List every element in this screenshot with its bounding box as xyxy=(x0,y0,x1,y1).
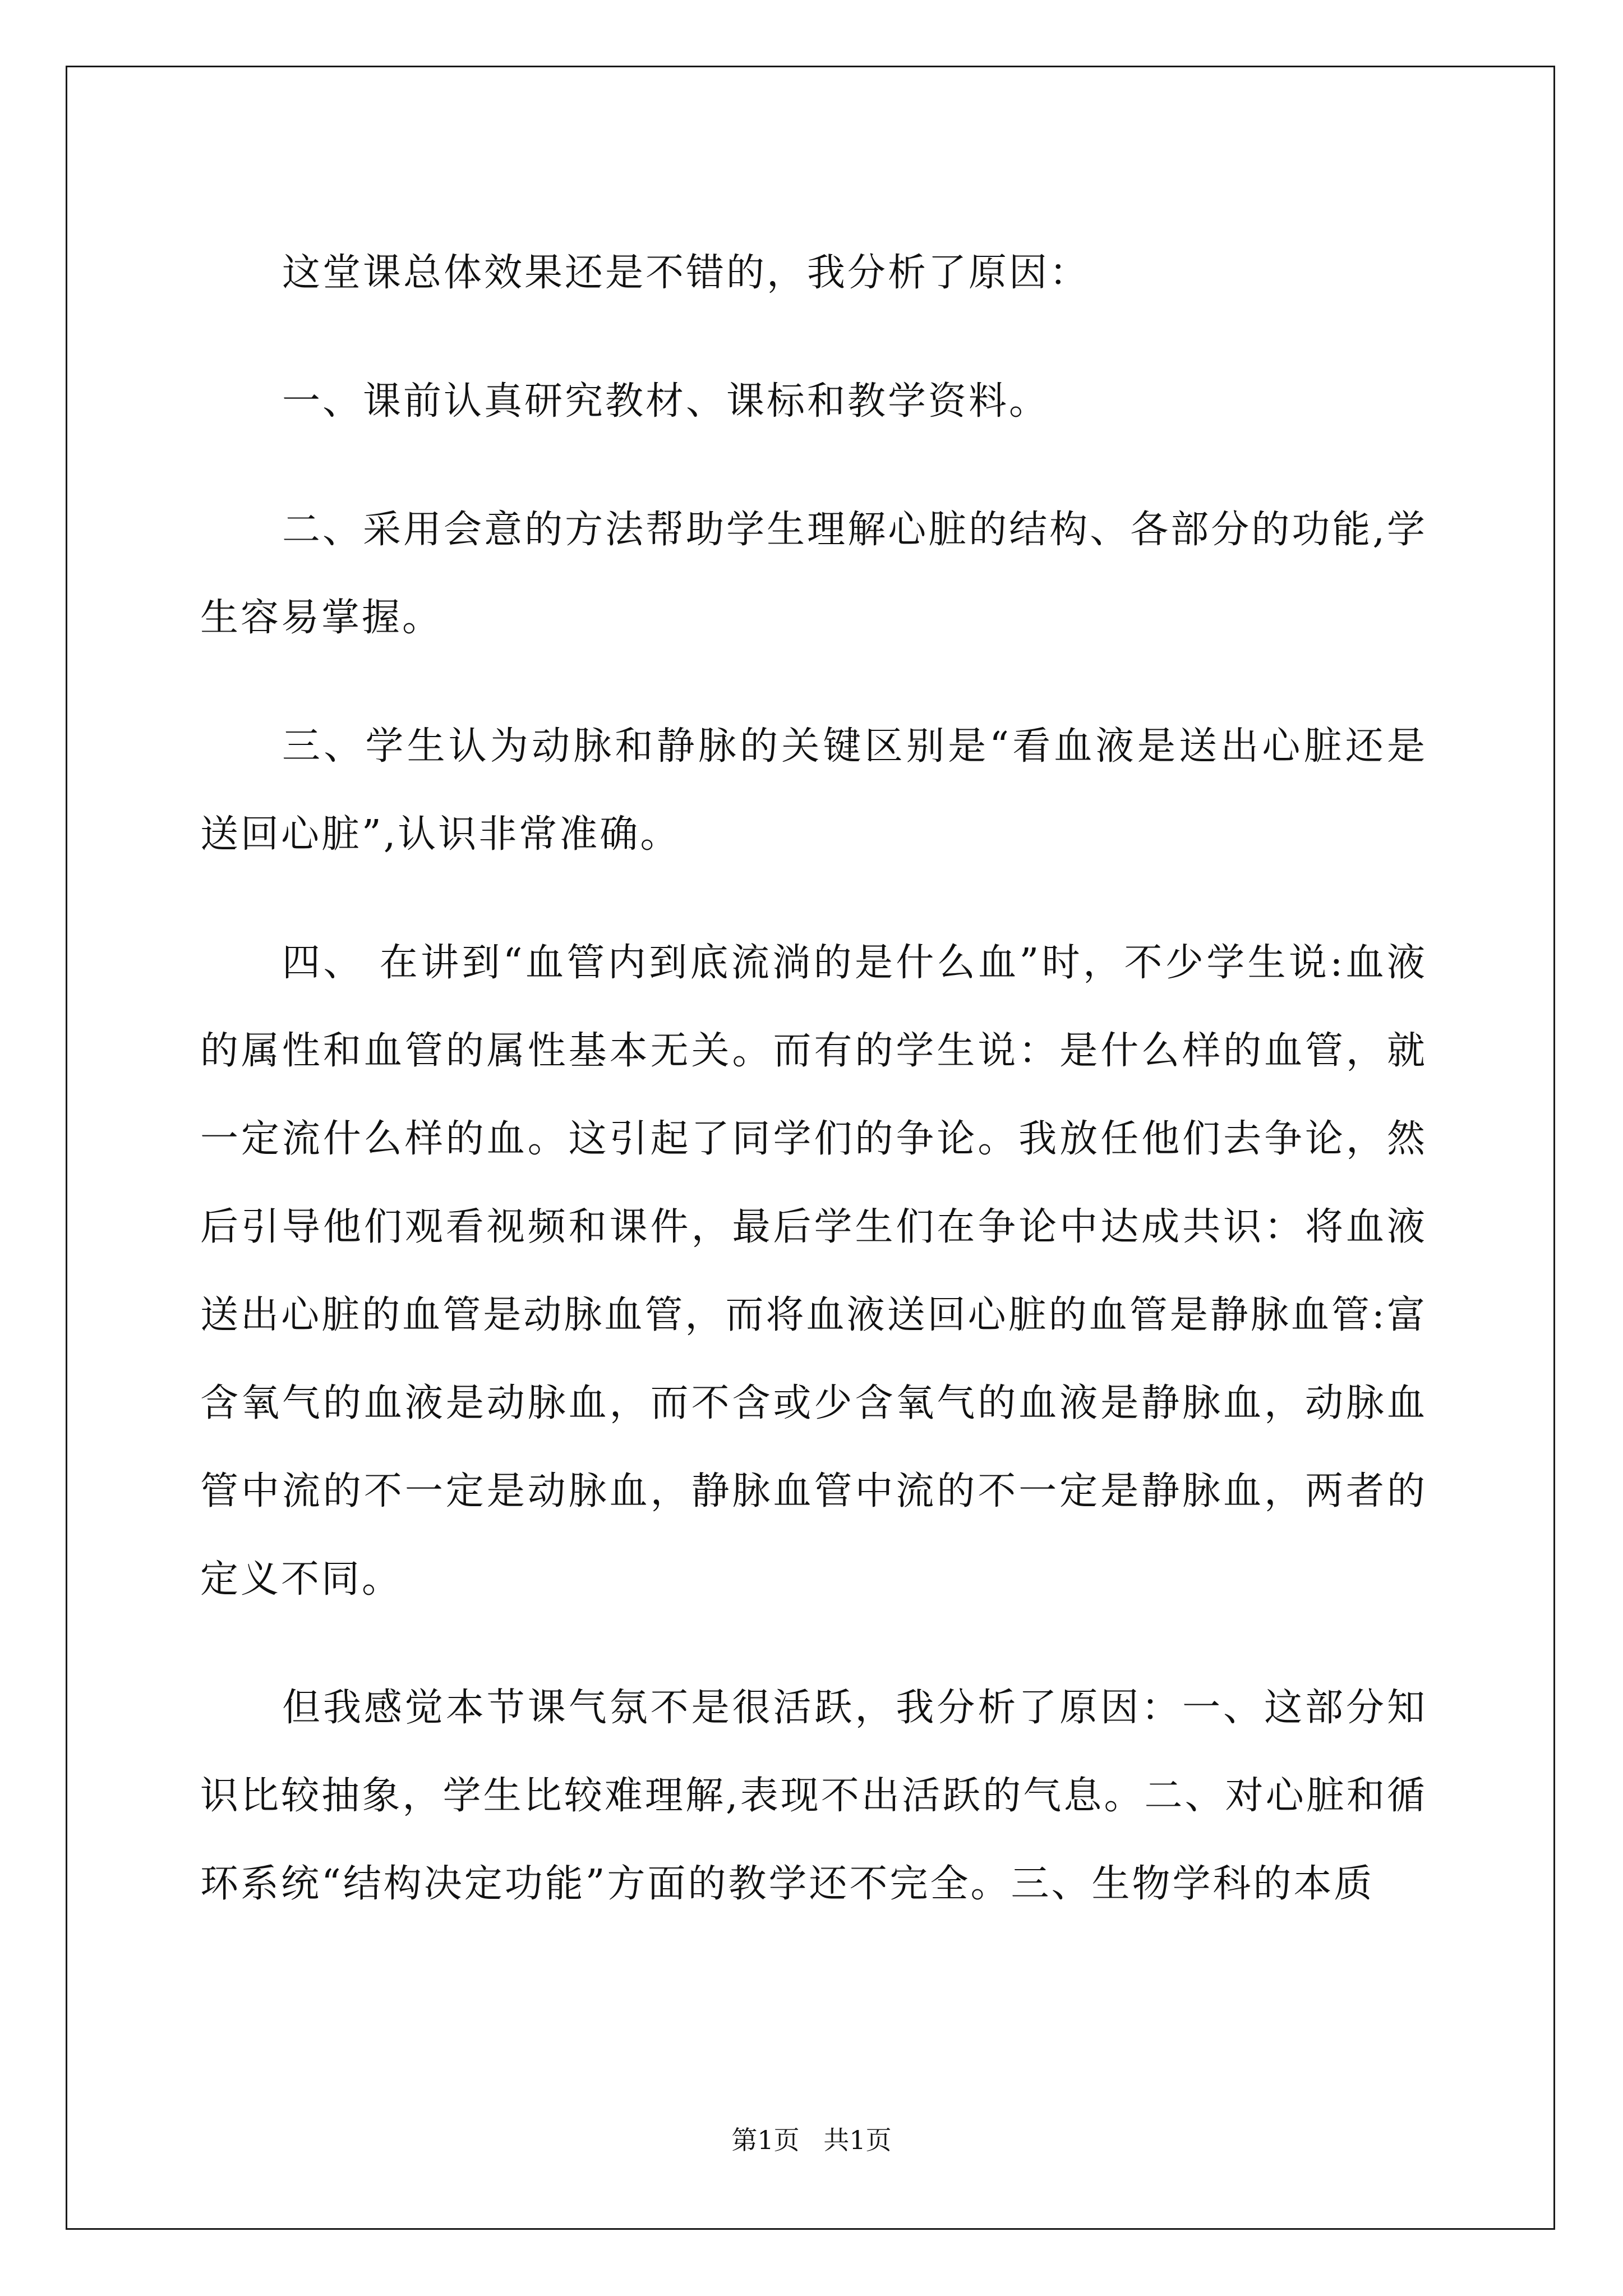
page-total: 共1页 xyxy=(823,2125,892,2155)
document-body xyxy=(200,229,1427,1968)
paragraph-reason-1: 一、课前认真研究教材、课标和教学资料。 xyxy=(282,379,1050,424)
paragraph-summary: 这堂课总体效果还是不错的，我分析了原因： xyxy=(282,251,1090,295)
paragraph-reason-2: 二、采用会意的方法帮助学生理解心脏的结构、各部分的功能,学生容易掌握。 xyxy=(200,508,1427,640)
paragraph-reason-4: 四、 在讲到“血管内到底流淌的是什么血”时，不少学生说:血液的属性和血管的属性基本无关。而有的学生说：是什么样的血管，就一定流什么样的血。这引起了同学们的争论。我放任他们去争论，然后引导他们观看视频和课件，最后学生们在争论中达成共识：将血液送出心脏的血管是动脉血管，而将血液送回心脏的血管是静脉血管:富含氧气的血液是动脉血，而不含或少含氧气的血液是静脉血，动脉血管中流的不一定是动脉血，静脉血管中流的不一定是静脉血，两者的定义不同。 xyxy=(200,941,1427,1602)
paragraph-reflection: 但我感觉本节课气氛不是很活跃，我分析了原因：一、这部分知识比较抽象，学生比较难理解,表现不出活跃的气息。二、对心脏和循环系统“结构决定功能”方面的教学还不完全。三、生物学科的本质 xyxy=(200,1686,1427,1906)
paragraph-reason-3: 三、学生认为动脉和静脉的关键区别是“看血液是送出心脏还是送回心脏”,认识非常准确。 xyxy=(200,724,1427,857)
page-number: 第1页 xyxy=(731,2125,800,2155)
page-footer xyxy=(0,2123,1623,2157)
